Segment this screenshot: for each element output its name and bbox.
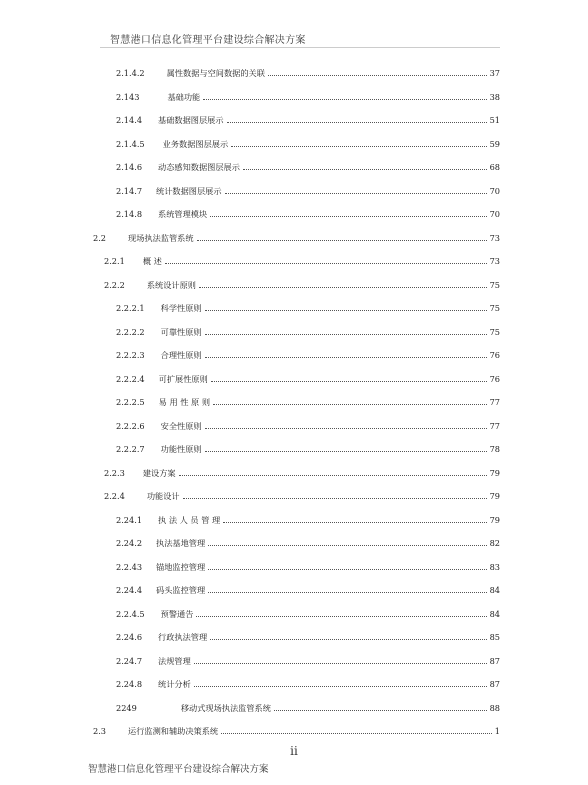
toc-entry-number: 2.2.2.6: [116, 420, 145, 431]
toc-entry[interactable]: [116, 393, 500, 407]
toc-entry-title: 码头监控管理: [156, 585, 206, 595]
toc-entry-number: 2.2.1: [104, 256, 125, 266]
toc-entry[interactable]: [116, 111, 500, 125]
toc-entry[interactable]: [116, 558, 500, 572]
toc-entry-title: 现场执法监管系统: [128, 232, 194, 243]
toc-leader-dots: [210, 215, 486, 217]
toc-entry-page: 87: [489, 679, 500, 689]
toc-leader-dots: [205, 309, 487, 311]
toc-entry[interactable]: [116, 135, 500, 149]
toc-leader-dots: [221, 732, 492, 734]
toc-entry-number: 2.2.4: [104, 491, 125, 501]
toc-entry-number: 2.2.2.3: [116, 350, 145, 360]
toc-entry-number: 2.24.2: [116, 538, 143, 548]
toc-entry-title: 统计分析: [158, 679, 191, 689]
toc-entry-number: 2.24.4: [116, 585, 143, 595]
toc-entry-page: 59: [489, 138, 500, 149]
toc-leader-dots: [165, 262, 487, 264]
toc-entry-number: 2.1.4.5: [116, 138, 145, 149]
toc-entry-title: 合理性原则: [160, 350, 202, 360]
toc-entry-title: 功能性原则: [160, 444, 202, 454]
toc-entry-title: 功能设计: [146, 491, 180, 501]
page-header: 智慧港口信息化管理平台建设综合解决方案: [110, 35, 306, 46]
toc-leader-dots: [268, 74, 487, 76]
toc-leader-dots: [205, 450, 487, 452]
toc-leader-dots: [199, 286, 487, 288]
toc-leader-dots: [208, 568, 486, 570]
toc-entry-title: 建设方案: [142, 467, 176, 478]
toc-entry-page: 85: [489, 632, 500, 642]
toc-entry[interactable]: [116, 511, 500, 525]
toc-entry[interactable]: [116, 581, 500, 595]
toc-leader-dots: [227, 121, 487, 123]
header-rule: [100, 47, 500, 48]
toc-leader-dots: [208, 591, 486, 593]
toc-leader-dots: [210, 638, 486, 640]
toc-entry-title: 预警通告: [160, 608, 194, 619]
toc-entry[interactable]: [104, 464, 500, 478]
toc-entry[interactable]: [116, 370, 500, 384]
toc-entry-title: 可扩展性原则: [158, 373, 208, 384]
toc-entry[interactable]: [116, 299, 500, 313]
toc-entry[interactable]: [116, 88, 500, 102]
toc-entry-page: 84: [489, 585, 500, 595]
toc-entry-title: 系统设计原则: [146, 279, 196, 290]
toc-entry-number: 2.3: [93, 726, 107, 736]
toc-leader-dots: [274, 709, 487, 711]
toc-entry-number: 2.24.1: [116, 514, 143, 525]
toc-entry[interactable]: [116, 417, 500, 431]
toc-entry-title: 基础功能: [167, 91, 201, 102]
toc-leader-dots: [197, 239, 487, 241]
toc-entry-page: 37: [489, 68, 500, 78]
toc-entry[interactable]: [116, 182, 500, 196]
toc-entry-number: 2.1.4.2: [116, 68, 145, 78]
toc-entry[interactable]: [116, 699, 500, 713]
toc-entry-title: 行政执法管理: [158, 632, 208, 642]
toc-entry-title: 可靠性原则: [160, 326, 202, 337]
toc-entry-number: 2.24.6: [116, 632, 143, 642]
toc-entry-number: 2.2.3: [104, 467, 125, 478]
toc-entry-page: 87: [489, 655, 500, 666]
toc-entry[interactable]: [116, 205, 500, 219]
toc-entry-page: 79: [489, 467, 500, 478]
toc-entry-page: 51: [489, 115, 500, 125]
toc-entry-page: 75: [489, 326, 500, 337]
toc-leader-dots: [194, 662, 487, 664]
toc-leader-dots: [225, 192, 487, 194]
toc-entry[interactable]: [116, 628, 500, 642]
toc-entry[interactable]: [104, 252, 500, 266]
toc-entry-number: 2.2.2: [104, 279, 125, 290]
toc-entry-page: 73: [489, 256, 500, 266]
toc-entry-number: 2.14.7: [116, 185, 143, 196]
toc-entry-number: 2.24.7: [116, 655, 143, 666]
toc-entry-page: 82: [489, 538, 500, 548]
toc-entry-page: 77: [489, 397, 500, 407]
toc-entry-page: 77: [489, 420, 500, 431]
toc-leader-dots: [205, 356, 487, 358]
toc-leader-dots: [211, 380, 487, 382]
toc-entry-page: 68: [489, 162, 500, 172]
toc-leader-dots: [213, 403, 487, 405]
toc-leader-dots: [223, 521, 486, 523]
toc-entry[interactable]: [116, 440, 500, 454]
toc-entry-title: 业务数据图层展示: [162, 138, 229, 149]
toc-entry-title: 执 法 人 员 管 理: [158, 514, 221, 525]
toc-entry-number: 2.2.2.5: [116, 397, 145, 407]
toc-entry-number: 2.2.2.7: [116, 444, 145, 454]
toc-entry-page: 78: [489, 444, 500, 454]
toc-entry[interactable]: [116, 605, 500, 619]
toc-entry[interactable]: [93, 229, 500, 243]
toc-entry-title: 执法基地管理: [156, 538, 206, 548]
toc-entry-number: 2.143: [116, 91, 140, 102]
toc-entry-title: 安全性原则: [160, 420, 202, 431]
toc-entry-page: 79: [489, 514, 500, 525]
toc-entry-page: 38: [489, 91, 500, 102]
toc-entry-title: 动态感知数据图层展示: [158, 162, 240, 172]
toc-leader-dots: [183, 497, 487, 499]
toc-entry-page: 83: [489, 561, 500, 572]
toc-entry-title: 科学性原则: [160, 303, 202, 313]
toc-entry-page: 75: [489, 303, 500, 313]
toc-entry[interactable]: [104, 487, 500, 501]
toc-leader-dots: [208, 544, 486, 546]
toc-entry-number: 2.14.8: [116, 209, 143, 219]
toc-entry-title: 基础数据图层展示: [158, 115, 224, 125]
toc-leader-dots: [196, 615, 486, 617]
toc-entry-number: 2.2.4.5: [116, 608, 145, 619]
toc-leader-dots: [205, 333, 487, 335]
toc-entry-number: 2.14.4: [116, 115, 143, 125]
toc-entry-page: 79: [489, 491, 500, 501]
toc-leader-dots: [205, 427, 487, 429]
toc-entry-page: 84: [489, 608, 500, 619]
toc-entry[interactable]: [116, 534, 500, 548]
toc-entry-page: 75: [489, 279, 500, 290]
toc-entry[interactable]: [93, 722, 500, 736]
toc-entry-title: 概 述: [142, 256, 162, 266]
toc-leader-dots: [203, 98, 486, 100]
toc-entry-page: 1: [494, 726, 500, 736]
toc-entry-title: 移动式现场执法监管系统: [180, 702, 271, 713]
toc-entry-number: 2.14.6: [116, 162, 143, 172]
toc-entry-number: 2.2.43: [116, 561, 143, 572]
toc-entry-page: 76: [489, 350, 500, 360]
toc-entry-title: 锚地监控管理: [156, 561, 206, 572]
toc-entry-title: 属性数据与空间数据的关联: [166, 68, 265, 78]
toc-entry[interactable]: [116, 652, 500, 666]
toc-entry[interactable]: [116, 346, 500, 360]
page-footer: 智慧港口信息化管理平台建设综合解决方案: [88, 764, 269, 775]
toc-entry-page: 76: [489, 373, 500, 384]
toc-leader-dots: [194, 685, 487, 687]
toc-entry[interactable]: [116, 323, 500, 337]
toc-entry-number: 2.24.8: [116, 679, 143, 689]
toc-entry-title: 运行监测和辅助决策系统: [128, 726, 219, 736]
toc-entry-number: 2249: [116, 702, 137, 713]
toc-entry[interactable]: [116, 64, 500, 78]
toc-entry-number: 2.2: [93, 232, 107, 243]
toc-entry[interactable]: [116, 675, 500, 689]
toc-entry-page: 70: [489, 185, 500, 196]
toc-leader-dots: [179, 474, 487, 476]
toc-entry-number: 2.2.2.4: [116, 373, 145, 384]
page-number: ii: [290, 744, 298, 758]
toc-leader-dots: [231, 145, 486, 147]
toc-leader-dots: [243, 168, 487, 170]
toc-entry-page: 88: [489, 702, 500, 713]
toc-entry-title: 统计数据图层展示: [156, 185, 222, 196]
toc-entry[interactable]: [104, 276, 500, 290]
toc-entry-title: 法规管理: [158, 655, 191, 666]
toc-entry[interactable]: [116, 158, 500, 172]
toc-entry-title: 系统管理模块: [158, 209, 208, 219]
toc-entry-number: 2.2.2.2: [116, 326, 145, 337]
toc-entry-page: 73: [489, 232, 500, 243]
toc-entry-number: 2.2.2.1: [116, 303, 145, 313]
toc-entry-page: 70: [489, 209, 500, 219]
toc-entry-title: 易 用 性 原 则: [158, 397, 211, 407]
